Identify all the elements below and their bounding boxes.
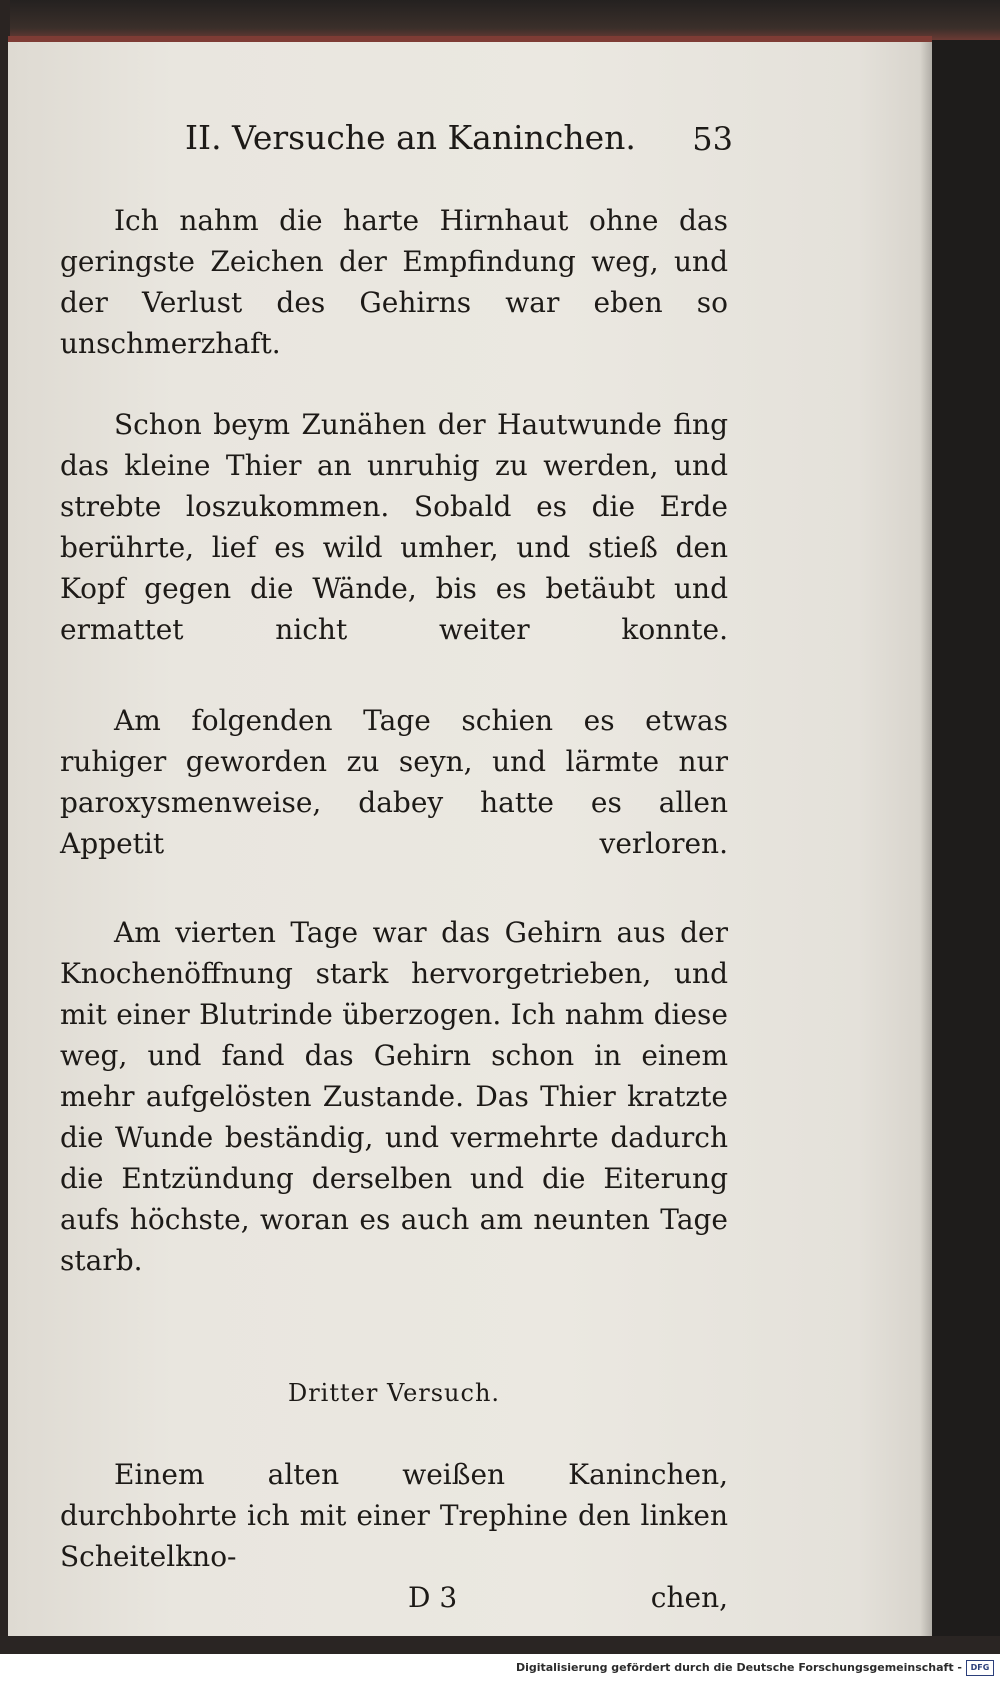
scan-bottom-edge	[0, 1636, 1000, 1654]
funding-note: Digitalisierung gefördert durch die Deutsche Forschungsgemeinschaft -	[515, 1661, 962, 1674]
paragraph-4: Am vierten Tage war das Gehirn aus der Knochenöffnung stark hervorgetrieben, und mit einer Blutrinde überzogen. Ich nahm diese weg, und fand das Gehirn schon in einem mehr aufgelösten Zustande. Das Thier kratzte die Wunde beständig, und vermehrte dadurch die Entzündung derselben und die Eiterung aufs höchste, woran es auch am neunten Tage starb.	[60, 916, 728, 1277]
scan-top-edge	[0, 0, 1000, 40]
section-heading: Dritter Versuch.	[287, 1379, 501, 1407]
paragraph-1: Ich nahm die harte Hirnhaut ohne das geringste Zeichen der Empfindung weg, und der Verlust des Gehirns war eben so unschmerzhaft.	[60, 204, 728, 360]
catchword: chen,	[650, 1581, 728, 1614]
page-body	[60, 200, 728, 1617]
running-title: II. Versuche an Kaninchen.	[185, 118, 636, 157]
signature-mark: D 3	[408, 1581, 458, 1614]
section-paragraph: Einem alten weißen Kaninchen, durchbohrte ich mit einer Trephine den linken Scheitelkno-	[60, 1458, 728, 1573]
page-number: 53	[692, 120, 733, 158]
page-header	[185, 118, 733, 166]
paragraph-3: Am folgenden Tage schien es etwas ruhiger geworden zu seyn, und lärmte nur paroxysmenweise, dabey hatte es allen Appetit verloren.	[60, 704, 728, 860]
paragraph-2: Schon beym Zunähen der Hautwunde fing das kleine Thier an unruhig zu werden, und strebte loszukommen. Sobald es die Erde berührte, lief es wild umher, und stieß den Kopf gegen die Wände, bis es betäubt und ermattet nicht weiter konnte.	[60, 408, 728, 646]
signature-line	[60, 1577, 728, 1617]
dfg-logo: DFG	[966, 1660, 994, 1676]
